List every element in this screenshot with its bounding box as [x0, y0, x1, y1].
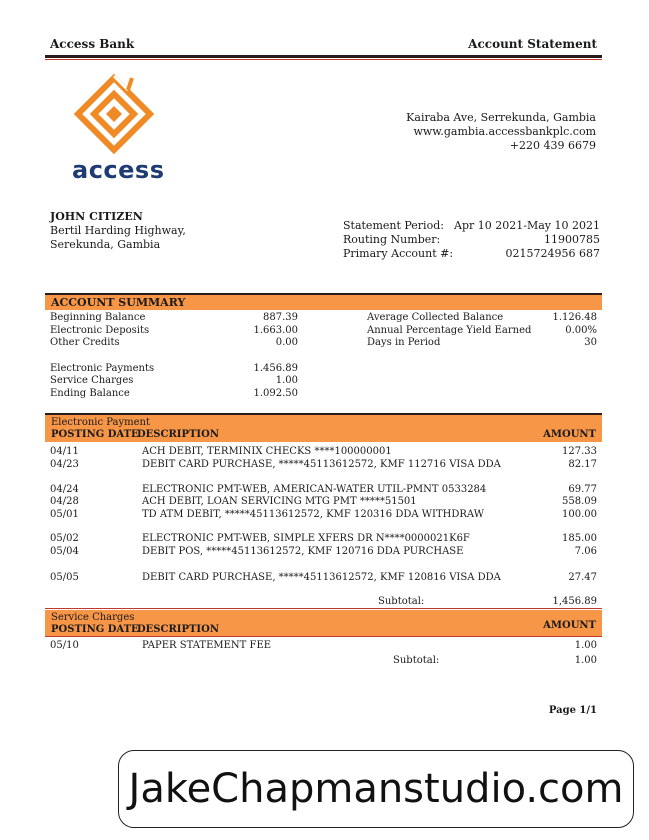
- subtotal-label: Subtotal:: [393, 655, 440, 666]
- row-amount: 27.47: [568, 572, 597, 583]
- bank-address-line1: Kairaba Ave, Serrekunda, Gambia: [406, 111, 596, 124]
- col-amount: AMOUNT: [543, 620, 596, 631]
- electronic-payments-label: Electronic Payments: [50, 362, 155, 374]
- subtotal-value: 1.00: [574, 655, 597, 666]
- customer-address-line2: Serekunda, Gambia: [50, 238, 161, 251]
- bank-website: www.gambia.accessbankplc.com: [413, 125, 596, 138]
- other-credits-label: Other Credits: [50, 337, 120, 348]
- watermark-banner: [118, 750, 634, 828]
- document-title: Account Statement: [468, 37, 597, 51]
- service-charges-section-label: Service Charges: [51, 612, 135, 623]
- row-date: 05/02: [50, 533, 79, 544]
- apy-value: 0.00%: [565, 324, 597, 336]
- row-description: ACH DEBIT, LOAN SERVICING MTG PMT *****51501: [142, 496, 417, 507]
- row-amount: 127.33: [562, 446, 597, 457]
- table-row: [50, 509, 597, 522]
- row-amount: 185.00: [562, 533, 597, 544]
- summary-left: [50, 312, 298, 400]
- row-description: ACH DEBIT, TERMINIX CHECKS ****100000001: [142, 446, 392, 457]
- apy-label: Annual Percentage Yield Earned: [367, 324, 532, 336]
- summary-right: [367, 312, 597, 350]
- routing-number-row: [343, 233, 600, 247]
- table-row: [50, 533, 597, 546]
- ending-balance-label: Ending Balance: [50, 387, 130, 399]
- subtotal-label: Subtotal:: [378, 596, 425, 607]
- account-number-label: Primary Account #:: [343, 247, 454, 260]
- row-date: 05/01: [50, 509, 79, 520]
- beginning-balance-label: Beginning Balance: [50, 312, 146, 323]
- row-description: PAPER STATEMENT FEE: [142, 640, 272, 651]
- beginning-balance-value: 887.39: [263, 312, 298, 323]
- summary-row: [50, 375, 298, 388]
- routing-number-value: 11900785: [544, 233, 600, 246]
- table-row: [50, 572, 597, 585]
- statement-period-row: [343, 219, 600, 233]
- electronic-payment-header: [45, 415, 602, 442]
- table-row: [50, 459, 597, 472]
- bank-phone: +220 439 6679: [509, 139, 596, 152]
- row-amount: 69.77: [568, 484, 597, 495]
- bank-logo: [70, 72, 170, 182]
- row-date: 04/24: [50, 484, 79, 495]
- account-summary-header: [45, 295, 602, 310]
- subtotal-row: [50, 655, 597, 668]
- row-date: 04/23: [50, 459, 79, 470]
- table-row: [50, 446, 597, 459]
- header-rule: [45, 55, 602, 58]
- account-number-row: [343, 247, 600, 261]
- row-date: 05/10: [50, 640, 79, 651]
- table-row: [50, 640, 597, 653]
- col-posting-date: POSTING DATE: [51, 624, 139, 635]
- bank-name: Access Bank: [50, 37, 135, 51]
- electronic-payment-section-label: Electronic Payment: [51, 417, 151, 428]
- routing-number-label: Routing Number:: [343, 233, 441, 246]
- service-charges-value: 1.00: [275, 375, 298, 386]
- service-charges-header: [45, 610, 602, 636]
- bank-address: [406, 111, 596, 153]
- row-amount: 558.09: [562, 496, 597, 507]
- service-charges-divider: [45, 636, 602, 637]
- customer-address-line1: Bertil Harding Highway,: [50, 224, 186, 237]
- col-amount: AMOUNT: [543, 429, 596, 440]
- col-description: DESCRIPTION: [137, 429, 219, 440]
- row-amount: 7.06: [574, 546, 597, 557]
- summary-row: [50, 312, 298, 325]
- access-diamond-icon: [70, 72, 170, 160]
- row-date: 04/28: [50, 496, 79, 507]
- col-description: DESCRIPTION: [137, 624, 219, 635]
- days-in-period-label: Days in Period: [367, 337, 441, 348]
- statement-info: [343, 219, 600, 261]
- table-row: [50, 496, 597, 509]
- statement-period-value: Apr 10 2021-May 10 2021: [454, 219, 600, 232]
- summary-row: [50, 388, 298, 401]
- avg-collected-balance-value: 1.126.48: [552, 312, 597, 323]
- account-summary-title: ACCOUNT SUMMARY: [51, 296, 186, 309]
- electronic-payments-value: 1.456.89: [253, 362, 298, 374]
- service-charges-rule: [45, 608, 602, 609]
- other-credits-value: 0.00: [275, 337, 298, 348]
- row-description: DEBIT POS, *****45113612572, KMF 120716 DDA PURCHASE: [142, 546, 464, 557]
- col-posting-date: POSTING DATE: [51, 429, 139, 440]
- days-in-period-value: 30: [584, 337, 597, 348]
- summary-row: [367, 337, 597, 350]
- page-number: Page 1/1: [548, 705, 597, 716]
- row-date: 05/04: [50, 546, 79, 557]
- row-amount: 100.00: [562, 509, 597, 520]
- service-charges-label: Service Charges: [50, 375, 134, 386]
- subtotal-value: 1,456.89: [552, 596, 597, 607]
- row-description: ELECTRONIC PMT-WEB, SIMPLE XFERS DR N****0000021K6F: [142, 533, 470, 544]
- avg-collected-balance-label: Average Collected Balance: [367, 312, 504, 323]
- table-row: [50, 546, 597, 559]
- watermark-text: JakeChapmanstudio.com: [128, 766, 624, 812]
- account-number-value: 0215724956 687: [505, 247, 600, 260]
- electronic-deposits-label: Electronic Deposits: [50, 324, 150, 336]
- ending-balance-value: 1.092.50: [253, 387, 298, 399]
- row-description: TD ATM DEBIT, *****45113612572, KMF 120316 DDA WITHDRAW: [142, 509, 485, 520]
- summary-row: [50, 337, 298, 350]
- row-description: DEBIT CARD PURCHASE, *****45113612572, KMF 120816 VISA DDA: [142, 572, 501, 583]
- row-date: 04/11: [50, 446, 79, 457]
- customer-name: JOHN CITIZEN: [50, 210, 143, 223]
- row-description: DEBIT CARD PURCHASE, *****45113612572, KMF 112716 VISA DDA: [142, 459, 501, 470]
- summary-row: [367, 312, 597, 325]
- electronic-deposits-value: 1.663.00: [253, 324, 298, 336]
- summary-row: [50, 325, 298, 338]
- header-rule-accent: [45, 59, 602, 60]
- summary-row: [50, 363, 298, 376]
- row-amount: 82.17: [568, 459, 597, 470]
- logo-wordmark: access: [72, 156, 165, 184]
- summary-row: [367, 325, 597, 338]
- statement-period-label: Statement Period:: [343, 219, 444, 232]
- row-date: 05/05: [50, 572, 79, 583]
- row-description: ELECTRONIC PMT-WEB, AMERICAN-WATER UTIL-PMNT 0533284: [142, 484, 487, 495]
- row-amount: 1.00: [574, 640, 597, 651]
- customer-block: [50, 210, 186, 252]
